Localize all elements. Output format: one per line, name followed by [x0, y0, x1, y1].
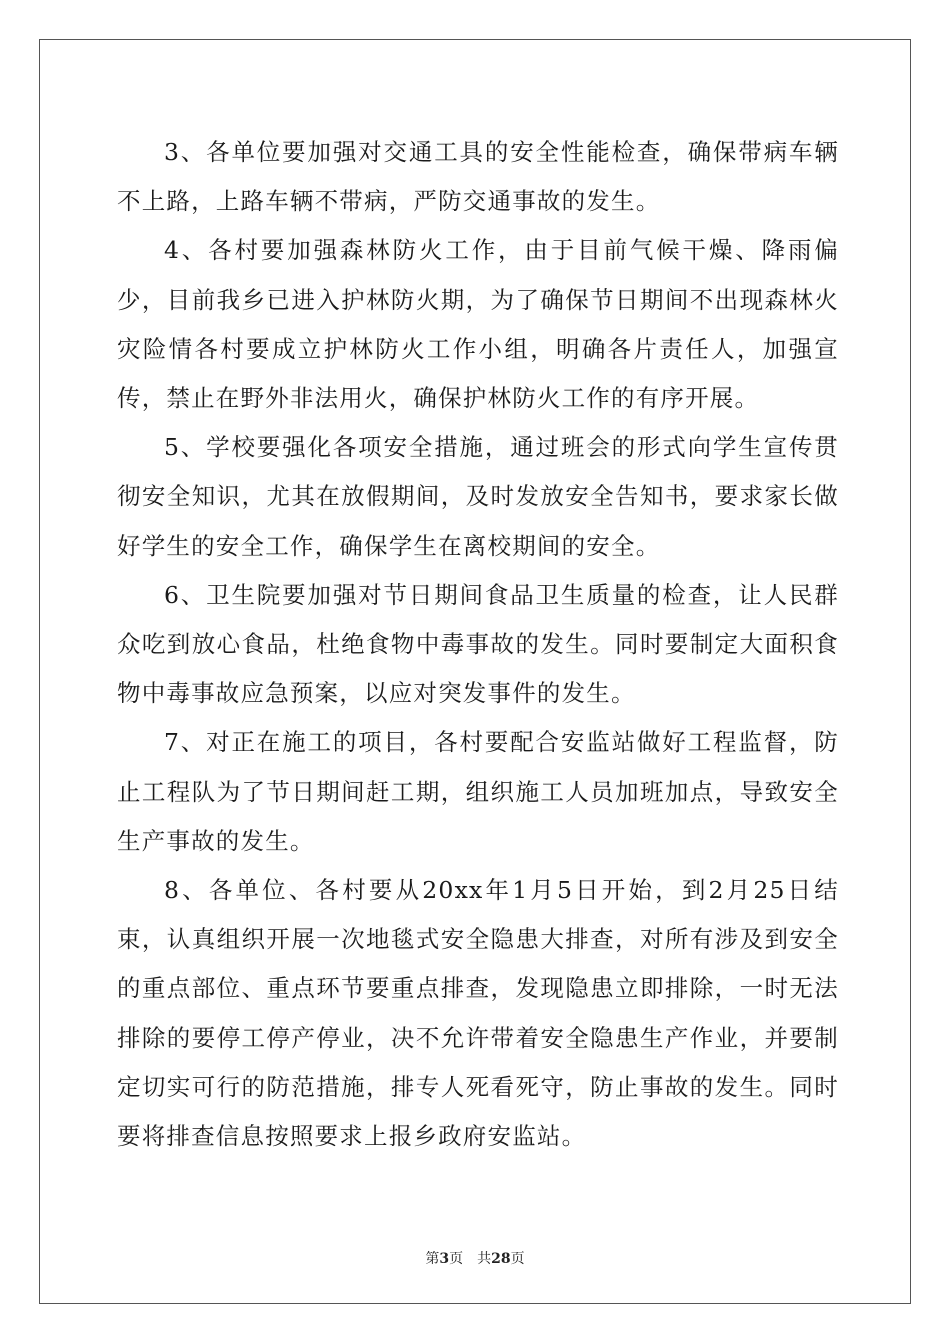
document-body: [117, 128, 839, 1161]
paragraph-item-4: 4、各村要加强森林防火工作，由于目前气候干燥、降雨偏少，目前我乡已进入护林防火期，为了确保节日期间不出现森林火灾险情各村要成立护林防火工作小组，明确各片责任人，加强宣传，禁止在野外非法用火，确保护林防火工作的有序开展。: [117, 236, 839, 413]
paragraph-item-8: 8、各单位、各村要从20xx年1月5日开始，到2月25日结束，认真组织开展一次地毯式安全隐患大排查，对所有涉及到安全的重点部位、重点环节要重点排查，发现隐患立即排除，一时无法排除的要停工停产停业，决不允许带着安全隐患生产作业，并要制定切实可行的防范措施，排专人死看死守，防止事故的发生。同时要将排查信息按照要求上报乡政府安监站。: [117, 876, 839, 1151]
paragraph-item-6: 6、卫生院要加强对节日期间食品卫生质量的检查，让人民群众吃到放心食品，杜绝食物中毒事故的发生。同时要制定大面积食物中毒事故应急预案，以应对突发事件的发生。: [117, 580, 839, 708]
paragraph-item-3: 3、各单位要加强对交通工具的安全性能检查，确保带病车辆不上路，上路车辆不带病，严防交通事故的发生。: [117, 138, 839, 216]
paragraph-item-5: 5、学校要强化各项安全措施，通过班会的形式向学生宣传贯彻安全知识，尤其在放假期间，及时发放安全告知书，要求家长做好学生的安全工作，确保学生在离校期间的安全。: [117, 433, 839, 560]
total-prefix: 共: [477, 1251, 492, 1267]
total-pages: 28: [491, 1251, 511, 1267]
page-footer: [0, 1248, 950, 1268]
page-number: 3: [439, 1251, 450, 1267]
page-suffix: 页: [449, 1251, 464, 1267]
paragraph-item-7: 7、对正在施工的项目，各村要配合安监站做好工程监督，防止工程队为了节日期间赶工期，组织施工人员加班加点，导致安全生产事故的发生。: [117, 728, 839, 855]
page-prefix: 第: [425, 1251, 440, 1267]
total-suffix: 页: [510, 1251, 525, 1267]
